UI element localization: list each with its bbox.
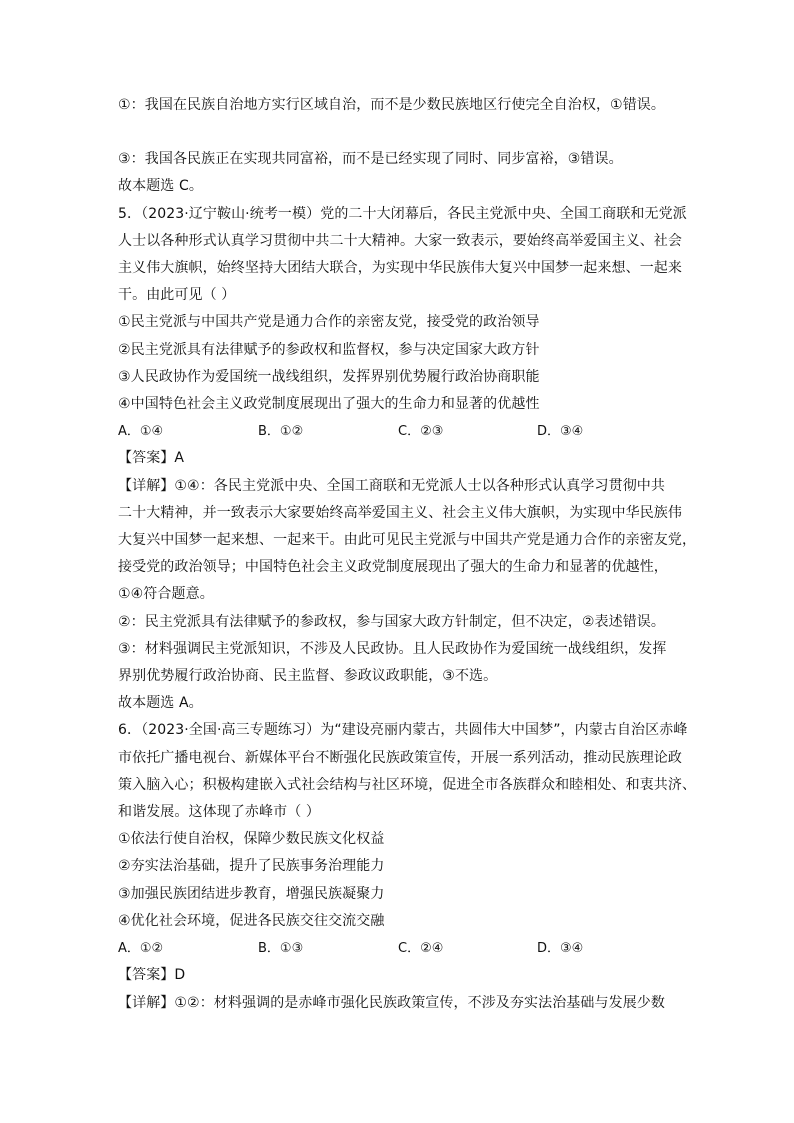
q6-statement: ③加强民族团结进步教育，增强民族凝聚力 [118, 885, 385, 902]
block1-line-1: ①：我国在民族自治地方实行区域自治，而不是少数民族地区行使完全自治权，①错误。 [118, 97, 665, 113]
q6-option-b: B．①③ [258, 941, 304, 957]
q5-stem-line: 5．（2023·辽宁鞍山·统考一模）党的二十大闭幕后，各民主党派中央、全国工商联和无党派 [118, 205, 687, 222]
q5-option-d: D．③④ [537, 424, 584, 440]
block1-line-2: ③：我国各民族正在实现共同富裕，而不是已经实现了同时、同步富裕，③错误。 [118, 151, 623, 168]
q5-explanation-line: 二十大精神，并一致表示大家要始终高举爱国主义、社会主义伟大旗帜，为实现中华民族伟 [118, 504, 682, 521]
q6-statement: ④优化社会环境，促进各民族交往交流交融 [118, 912, 385, 929]
q6-statement: ②夯实法治基础，提升了民族事务治理能力 [118, 858, 385, 875]
q6-stem-line: 6．（2023·全国·高三专题练习）为“建设亮丽内蒙古，共圆伟大中国梦”，内蒙古自治区赤峰 [118, 722, 688, 739]
question-6 [118, 717, 697, 1016]
q5-answer: 【答案】A [118, 450, 185, 467]
q6-answer: 【答案】D [118, 967, 186, 984]
q5-option-b: B．①② [258, 424, 304, 440]
q5-option-a: A．①④ [118, 424, 164, 440]
q6-stem-line: 市依托广播电视台、新媒体平台不断强化民族政策宣传，开展一系列活动，推动民族理论政 [118, 749, 682, 766]
question-5 [118, 201, 697, 718]
q6-options [118, 935, 678, 962]
q5-statement: ②民主党派具有法律赋予的参政权和监督权，参与决定国家大政方针 [118, 341, 540, 358]
q5-explanation-line: ②：民主党派具有法律赋予的参政权，参与国家大政方针制定，但不决定，②表述错误。 [118, 613, 665, 630]
q5-option-c: C．②③ [398, 424, 444, 440]
q6-stem-line: 策入脑入心；积极构建嵌入式社会结构与社区环境，促进全市各族群众和睦相处、和衷共济、 [118, 776, 697, 793]
q6-option-c: C．②④ [398, 941, 444, 957]
q5-explanation-line: 故本题选 A。 [118, 695, 203, 712]
q6-explanation-line: 【详解】①②：材料强调的是赤峰市强化民族政策宣传，不涉及夯实法治基础与发展少数 [118, 994, 665, 1011]
block1-conclusion: 故本题选 C。 [118, 178, 203, 195]
q6-stem-line: 和谐发展。这体现了赤峰市（ ） [118, 804, 320, 821]
q5-statement: ③人民政协作为爱国统一战线组织，发挥界别优势履行政治协商职能 [118, 368, 540, 385]
q5-explanation-line: ①④符合题意。 [118, 586, 214, 603]
q5-explanation-line: 【详解】①④：各民主党派中央、全国工商联和无党派人士以各种形式认真学习贯彻中共 [118, 477, 665, 494]
q5-statement: ④中国特色社会主义政党制度展现出了强大的生命力和显著的优越性 [118, 396, 540, 413]
document-content [118, 92, 697, 1017]
q5-explanation-line: 大复兴中国梦一起来想、一起来干。由此可见民主党派与中国共产党是通力合作的亲密友党， [118, 532, 697, 549]
q5-explanation-line: 界别优势履行政治协商、民主监督、参政议政职能，③不选。 [118, 668, 498, 685]
q5-options [118, 418, 678, 445]
q5-stem-line: 人士以各种形式认真学习贯彻中共二十大精神。大家一致表示，要始终高举爱国主义、社会 [118, 232, 682, 249]
q6-statement: ①依法行使自治权，保障少数民族文化权益 [118, 831, 385, 848]
q5-stem-line: 干。由此可见（ ） [118, 287, 236, 304]
q6-option-d: D．③④ [537, 941, 584, 957]
q5-stem-line: 主义伟大旗帜，始终坚持大团结大联合，为实现中华民族伟大复兴中国梦一起来想、一起来 [118, 260, 682, 277]
q5-statement: ①民主党派与中国共产党是通力合作的亲密友党，接受党的政治领导 [118, 314, 540, 331]
q6-option-a: A．①② [118, 941, 164, 957]
q5-explanation-line: ③：材料强调民主党派知识，不涉及人民政协。且人民政协作为爱国统一战线组织，发挥 [118, 640, 667, 657]
q5-explanation-line: 接受党的政治领导；中国特色社会主义政党制度展现出了强大的生命力和显著的优越性， [118, 559, 668, 576]
